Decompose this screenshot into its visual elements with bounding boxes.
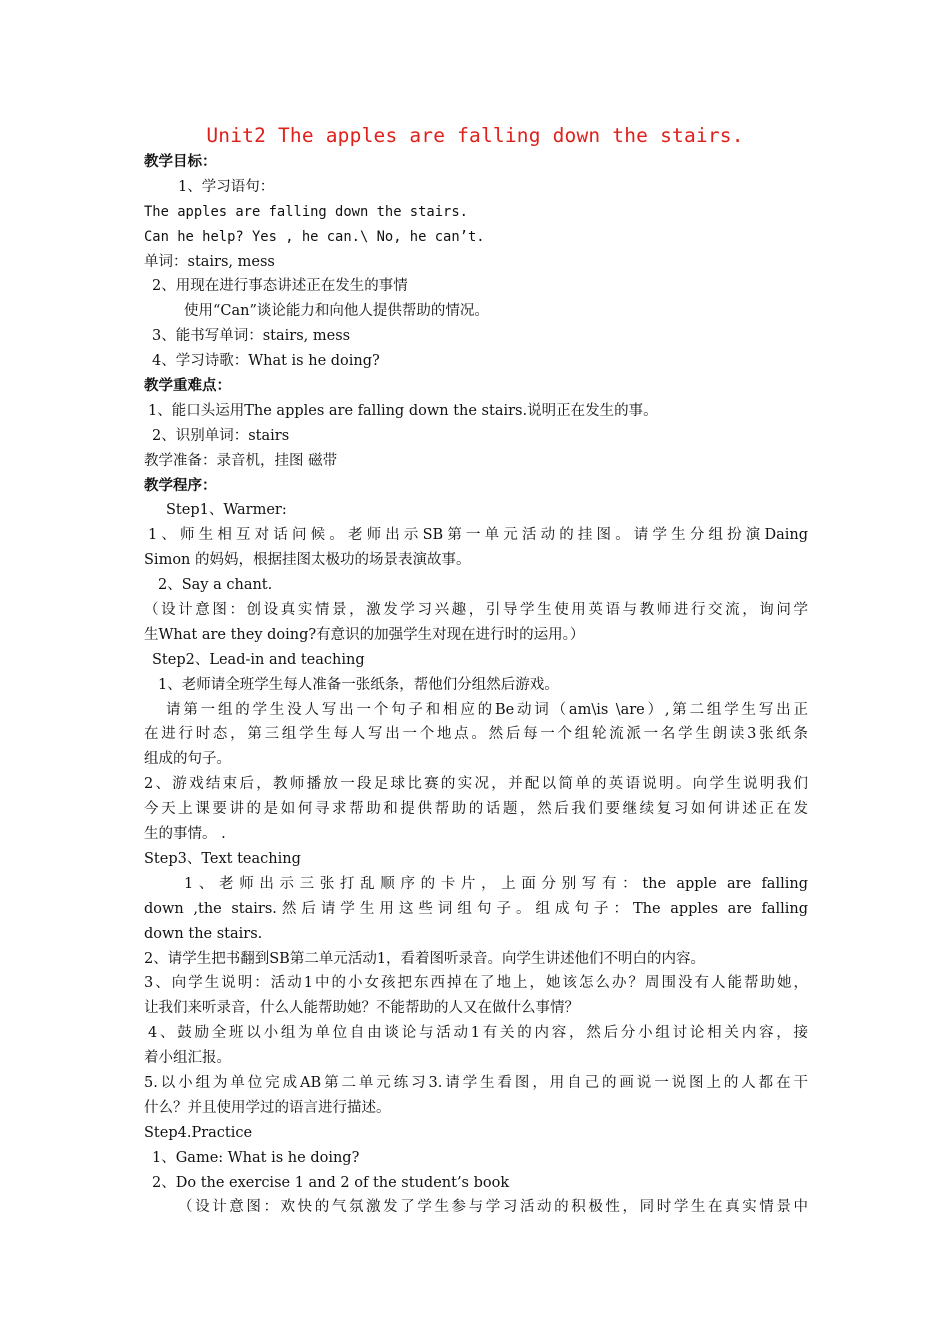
text-line: 教学准备：录音机，挂图 磁带 (144, 452, 338, 469)
text-line: down ,the stairs.然后请学生用这些词组句子。组成句子：The apples are falling (144, 900, 808, 917)
text-line: 组成的句子。 (144, 751, 231, 768)
document-body (144, 150, 808, 1220)
text-line: 什么？并且使用学过的语言进行描述。 (144, 1099, 391, 1116)
text-line: 2、Say a chant. (158, 577, 273, 594)
text-line: 1、能口头运用The apples are falling down the stairs.说明正在发生的事。 (148, 402, 658, 419)
text-line: 2、Do the exercise 1 and 2 of the student’s book (152, 1174, 510, 1191)
text-line: 让我们来听录音，什么人能帮助她？不能帮助的人又在做什么事情？ (144, 1000, 579, 1017)
text-line: 2、请学生把书翻到SB第二单元活动1，看着图听录音。向学生讲述他们不明白的内容。 (144, 950, 706, 967)
text-line: 2、识别单词：stairs (152, 427, 290, 444)
text-line: 生的事情。 . (144, 826, 226, 843)
text-line: Step1、Warmer: (166, 502, 287, 519)
text-line: Step2、Lead-in and teaching (152, 651, 365, 668)
text-line: The apples are falling down the stairs. (144, 203, 468, 220)
section-heading: 教学重难点： (144, 378, 231, 395)
text-line: 5.以小组为单位完成AB第二单元练习3.请学生看图，用自己的画说一说图上的人都在干 (144, 1074, 808, 1091)
text-line: 2、用现在进行事态讲述正在发生的事情 (152, 278, 408, 295)
section-heading: 教学目标： (144, 154, 217, 170)
text-line: 请第一组的学生没人写出一个句子和相应的Be动词（am\is \are）,第二组学生写出正 (166, 701, 808, 718)
text-line: 今天上课要讲的是如何寻求帮助和提供帮助的话题，然后我们要继续复习如何讲述正在发 (144, 801, 808, 818)
text-line: 单词：stairs, mess (144, 253, 275, 270)
text-line: 1、学习语句： (178, 178, 275, 195)
text-line: Simon 的妈妈，根据挂图太极功的场景表演故事。 (144, 552, 471, 569)
text-line: 生What are they doing?有意识的加强学生对现在进行时的运用。） (144, 626, 585, 643)
text-line: （设计意图：创设真实情景，激发学习兴趣，引导学生使用英语与教师进行交流，询问学 (144, 602, 808, 619)
text-line: 1、师生相互对话问候。老师出示SB第一单元活动的挂图。请学生分组扮演Daing (148, 527, 808, 544)
text-line: 在进行时态，第三组学生每人写出一个地点。然后每一个组轮流派一名学生朗读3张纸条 (144, 726, 808, 743)
document-title: Unit2 The apples are falling down the stairs. (206, 124, 744, 147)
text-line: Step4.Practice (144, 1124, 253, 1141)
text-line: 着小组汇报。 (144, 1050, 231, 1067)
text-line: 1、老师请全班学生每人准备一张纸条，帮他们分组然后游戏。 (158, 676, 559, 693)
text-line: （设计意图：欢快的气氛激发了学生参与学习活动的积极性，同时学生在真实情景中 (178, 1199, 808, 1216)
text-line: down the stairs. (144, 925, 263, 942)
text-line: 3、向学生说明：活动1中的小女孩把东西掉在了地上，她该怎么办？周围没有人能帮助她， (144, 975, 808, 992)
text-line: 1、老师出示三张打乱顺序的卡片，上面分别写有：the apple are falling (184, 875, 808, 892)
text-line: 使用“Can”谈论能力和向他人提供帮助的情况。 (184, 303, 489, 320)
text-line: Can he help? Yes , he can.\ No, he can’t. (144, 228, 485, 245)
text-line: 2、游戏结束后，教师播放一段足球比赛的实况，并配以简单的英语说明。向学生说明我们 (144, 776, 808, 793)
text-line: 1、Game: What is he doing? (152, 1149, 360, 1166)
text-line: Step3、Text teaching (144, 850, 301, 867)
text-line: 3、能书写单词：stairs, mess (152, 328, 351, 345)
text-line: 4、鼓励全班以小组为单位自由谈论与活动1有关的内容，然后分小组讨论相关内容，接 (148, 1025, 808, 1042)
text-line: 4、学习诗歌：What is he doing? (152, 353, 380, 370)
section-heading: 教学程序： (144, 477, 217, 494)
